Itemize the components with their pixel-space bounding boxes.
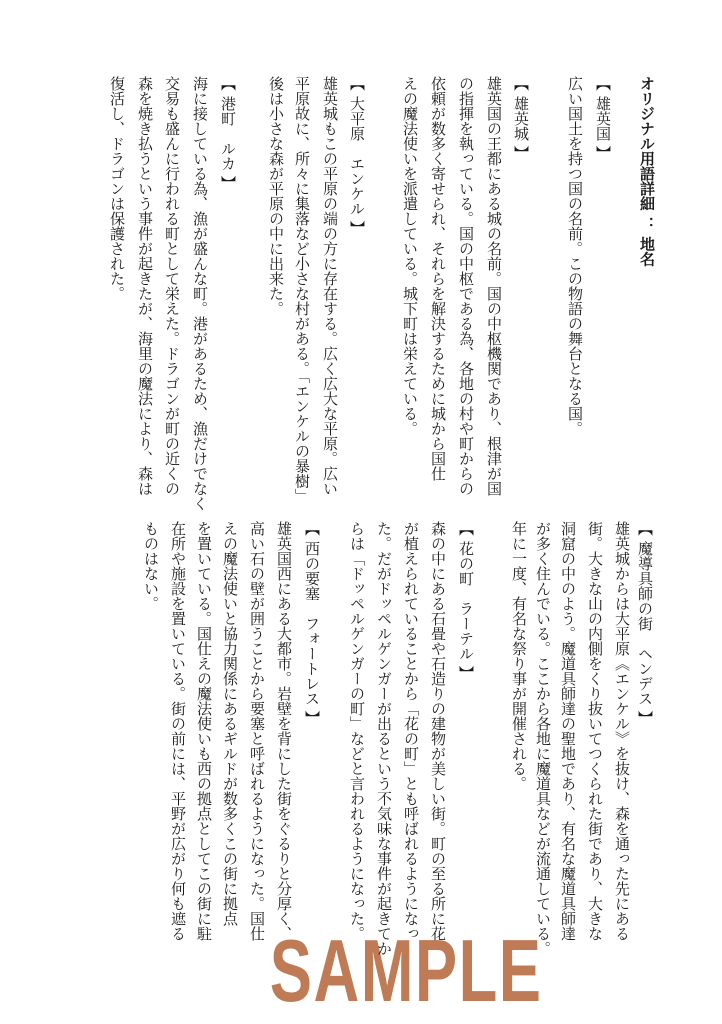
section-heading: 【 大平原 エンケル 】 — [348, 76, 366, 236]
section-body-line: 年に一度、有名な祭り事が開催される。 — [510, 521, 528, 791]
section-body-line: えの魔法使いと協力関係にあるギルドが数多くこの街に拠点 — [221, 521, 239, 926]
section-body-line: 在所や施設を置いている。街の前には、平野が広がり何も遮る — [169, 521, 187, 941]
section-body-line: 雄英城からは大平原《エンケル》を抜け、森を通った先にある — [613, 521, 631, 941]
section-body-line: 復活し、ドラゴンは保護された。 — [108, 76, 126, 301]
section-body-line: 依頼が数多く寄せられ、それらを解決するために城から国仕 — [429, 76, 447, 481]
section-body-line: 雄英城もこの平原の端の方に存在する。広く広大な平原。広い — [321, 76, 339, 496]
section-body-line: ものはない。 — [142, 521, 160, 611]
section-body-line: 雄英国の王都にある城の名前。国の中枢機関であり、根津が国 — [485, 76, 503, 496]
section-body-line: 雄英国西にある大都市。岩壁を背にした街をぐるりと分厚く、 — [275, 521, 293, 941]
section-body-line: 広い国土を持つ国の名前。この物語の舞台となる国。 — [566, 76, 584, 436]
section-body-line: 街。大きな山の内側をくり抜いてつくられた街であり、大きな — [586, 521, 604, 941]
section-body-line: 高い石の壁が囲うことから要塞と呼ばれるようになった。国仕 — [248, 521, 266, 941]
section-body-line: えの魔法使いを派遣している。城下町は栄えている。 — [401, 76, 419, 436]
section-body-line: が多く住んでいる。ここから各地に魔道具などが流通している。 — [534, 521, 552, 956]
sample-watermark: SAMPLE — [269, 921, 543, 1020]
section-heading: 【 雄英城 】 — [512, 76, 530, 161]
section-body-line: 海に接している為、漁が盛んな町。港があるため、漁だけでなく — [191, 76, 209, 511]
section-body-line: の指揮を執っている。国の中枢である為、各地の村や町からの — [457, 76, 475, 496]
section-heading: 【 魔導具師の街 ヘンデス 】 — [636, 521, 654, 726]
section-body-line: 森の中にある石畳や石造りの建物が美しい街。町の至る所に花 — [429, 521, 447, 941]
section-body-line: を置いている。国仕えの魔法使いも西の拠点としてこの街に駐 — [195, 521, 213, 941]
section-body-line: らは「ドッペルゲンガーの町」などと言われるようになった。 — [348, 521, 366, 941]
document-title: オリジナル用語詳細 ： 地名 — [638, 76, 656, 267]
section-body-line: 交易も盛んに行われる町として栄えた。ドラゴンが町の近くの — [163, 76, 181, 496]
section-heading: 【 雄英国 】 — [594, 76, 612, 161]
section-heading: 【 西の要塞 フォートレス 】 — [303, 521, 321, 726]
section-heading: 【 港町 ルカ 】 — [219, 76, 237, 191]
section-body-line: 洞窟の中のよう。魔道具師達の聖地であり、有名な魔道具師達 — [559, 521, 577, 941]
section-body-line: 後は小さな森が平原の中に出来た。 — [267, 76, 285, 316]
section-body-line: が植えられていることから「花の町」とも呼ばれるようになっ — [402, 521, 420, 941]
section-heading: 【 花の町 ラーテル 】 — [457, 521, 475, 681]
section-body-line: 森を焼き払うという事件が起きたが、海里の魔法により、森は — [136, 76, 154, 496]
section-body-line: 平原故に、所々に集落など小さな村がある。「エンケルの暴樹」 — [293, 76, 311, 504]
section-body-line: た。だがドッペルゲンガーが出るという不気味な事件が起きてか — [375, 521, 393, 956]
